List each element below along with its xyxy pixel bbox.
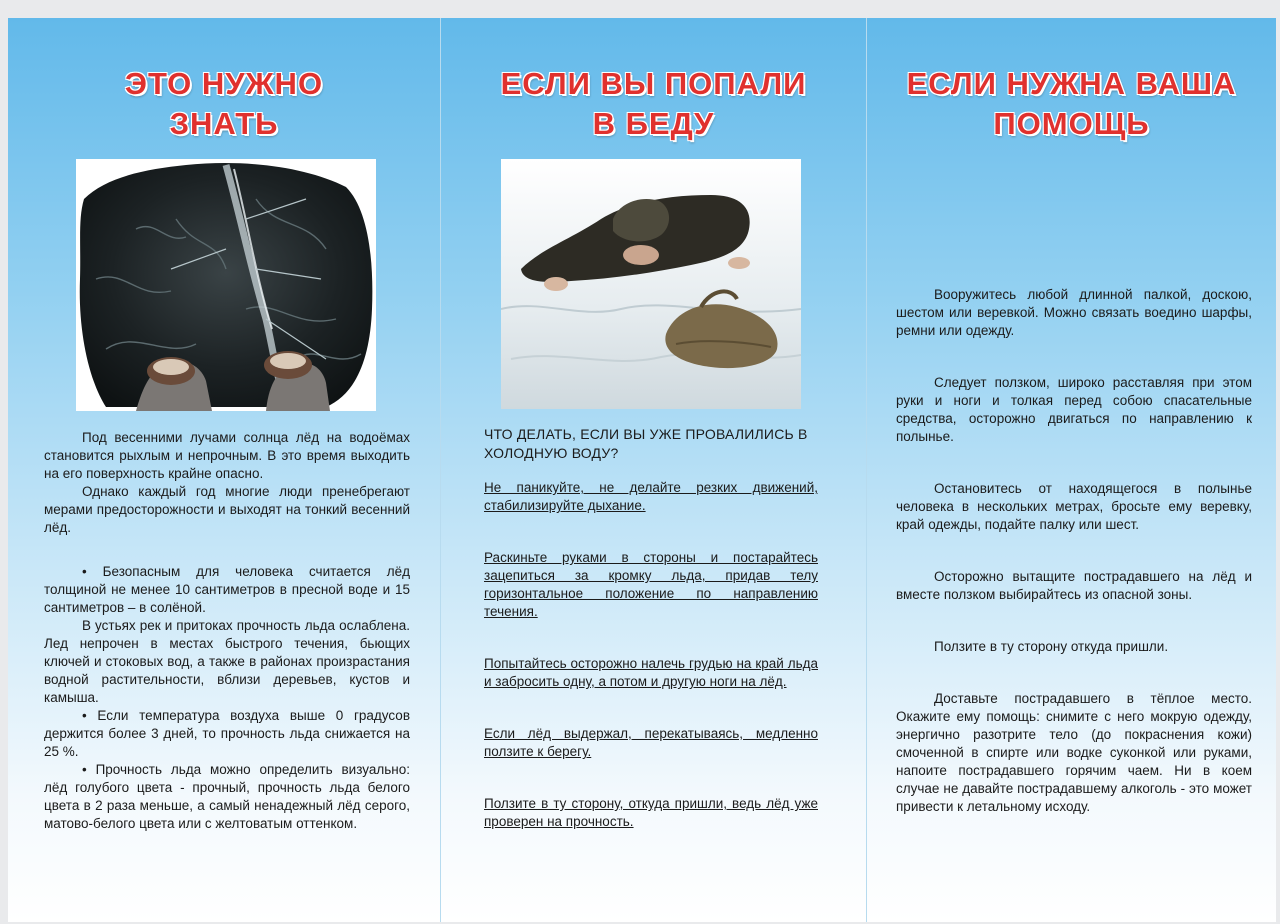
panel2-title: [441, 64, 866, 144]
brochure: [8, 18, 1276, 922]
panel1-paragraph-3: • Безопасным для человека считается лёд толщиной не менее 10 сантиметров в пресной воде и 15 сантиметров – в солёной.: [44, 564, 410, 615]
panel2-title-line1: ЕСЛИ ВЫ ПОПАЛИ: [500, 66, 807, 101]
panel2-question: ЧТО ДЕЛАТЬ, ЕСЛИ ВЫ УЖЕ ПРОВАЛИЛИСЬ В ХОЛОДНУЮ ВОДУ?: [484, 426, 808, 461]
panel1-paragraph-6: • Прочность льда можно определить визуально: лёд голубого цвета - прочный, прочность льда белого цвета в 2 раза меньше, а самый ненадежный лёд серого, матово-белого цвета или с желтоватым оттенком.: [44, 762, 410, 831]
panel3-step-4: Осторожно вытащите пострадавшего на лёд и вместе ползком выбирайтесь из опасной зоны.: [896, 569, 1252, 602]
panel-if-help-needed: [866, 18, 1276, 922]
panel3-title-line1: ЕСЛИ НУЖНА ВАША: [906, 66, 1237, 101]
panel1-paragraph-2: Однако каждый год многие люди пренебрегают мерами предосторожности и выходят на тонкий весенний лёд.: [44, 484, 410, 535]
panel3-step-5: Ползите в ту сторону откуда пришли.: [934, 639, 1169, 654]
panel1-title-line1: ЭТО НУЖНО: [124, 66, 324, 101]
panel2-tip-3: Попытайтесь осторожно налечь грудью на край льда и забросить одну, а потом и другую ноги на лёд.: [484, 656, 818, 689]
panel3-step-6: Доставьте пострадавшего в тёплое место. Окажите ему помощь: снимите с него мокрую одежду, энергично разотрите тело (до покраснения кожи) смоченной в спирте или водке суконкой или руками, напоите пострадавшего горячим чаем. Ни в коем случае не давайте пострадавшему алкоголь - это может привести к летальному исходу.: [896, 691, 1252, 814]
panel1-body: [44, 429, 410, 833]
panel1-title-line2: ЗНАТЬ: [169, 106, 279, 141]
panel2-tip-4: Если лёд выдержал, перекатываясь, медленно ползите к берегу.: [484, 726, 818, 759]
panel2-tip-2: Раскиньте руками в стороны и постарайтесь зацепиться за кромку льда, придав телу горизонтальное положение по направлению течения.: [484, 550, 818, 619]
panel1-title: [8, 64, 440, 144]
panel1-paragraph-4: В устьях рек и притоках прочность льда ослаблена. Лед непрочен в местах быстрого течения, бьющих ключей и стоковых вод, а также в районах произрастания водной растительности, вблизи деревьев, кустов и камыша.: [44, 618, 410, 705]
panel3-body: [896, 286, 1252, 816]
panel1-paragraph-5: • Если температура воздуха выше 0 градусов держится более 3 дней, то прочность льда снижается на 25 %.: [44, 708, 410, 759]
panel3-step-3: Остановитесь от находящегося в полынье человека в нескольких метрах, бросьте ему веревку, край одежды, подайте палку или шест.: [896, 481, 1252, 532]
panel2-tip-1: Не паникуйте, не делайте резких движений, стабилизируйте дыхание.: [484, 480, 818, 513]
panel3-step-2: Следует ползком, широко расставляя при этом руки и ноги и толкая перед собою спасательные средства, осторожно двигаться по направлению к полынье.: [896, 375, 1252, 444]
panel2-tip-5: Ползите в ту сторону, откуда пришли, ведь лёд уже проверен на прочность.: [484, 796, 818, 829]
panel3-title: [867, 64, 1276, 144]
photo-feet-on-cracked-ice: [76, 159, 376, 411]
panel-need-to-know: [8, 18, 440, 922]
panel2-title-line2: В БЕДУ: [592, 106, 715, 141]
panel1-paragraph-1: Под весенними лучами солнца лёд на водоёмах становится рыхлым и непрочным. В это время выходить на его поверхность крайне опасно.: [44, 430, 410, 481]
photo-person-crawling-on-ice: [501, 159, 801, 409]
panel3-title-line2: ПОМОЩЬ: [993, 106, 1150, 141]
panel3-step-1: Вооружитесь любой длинной палкой, доскою, шестом или веревкой. Можно связать воедино шарфы, ремни или одежду.: [896, 287, 1252, 338]
panel2-body: [484, 425, 818, 831]
panel-if-in-trouble: [440, 18, 866, 922]
